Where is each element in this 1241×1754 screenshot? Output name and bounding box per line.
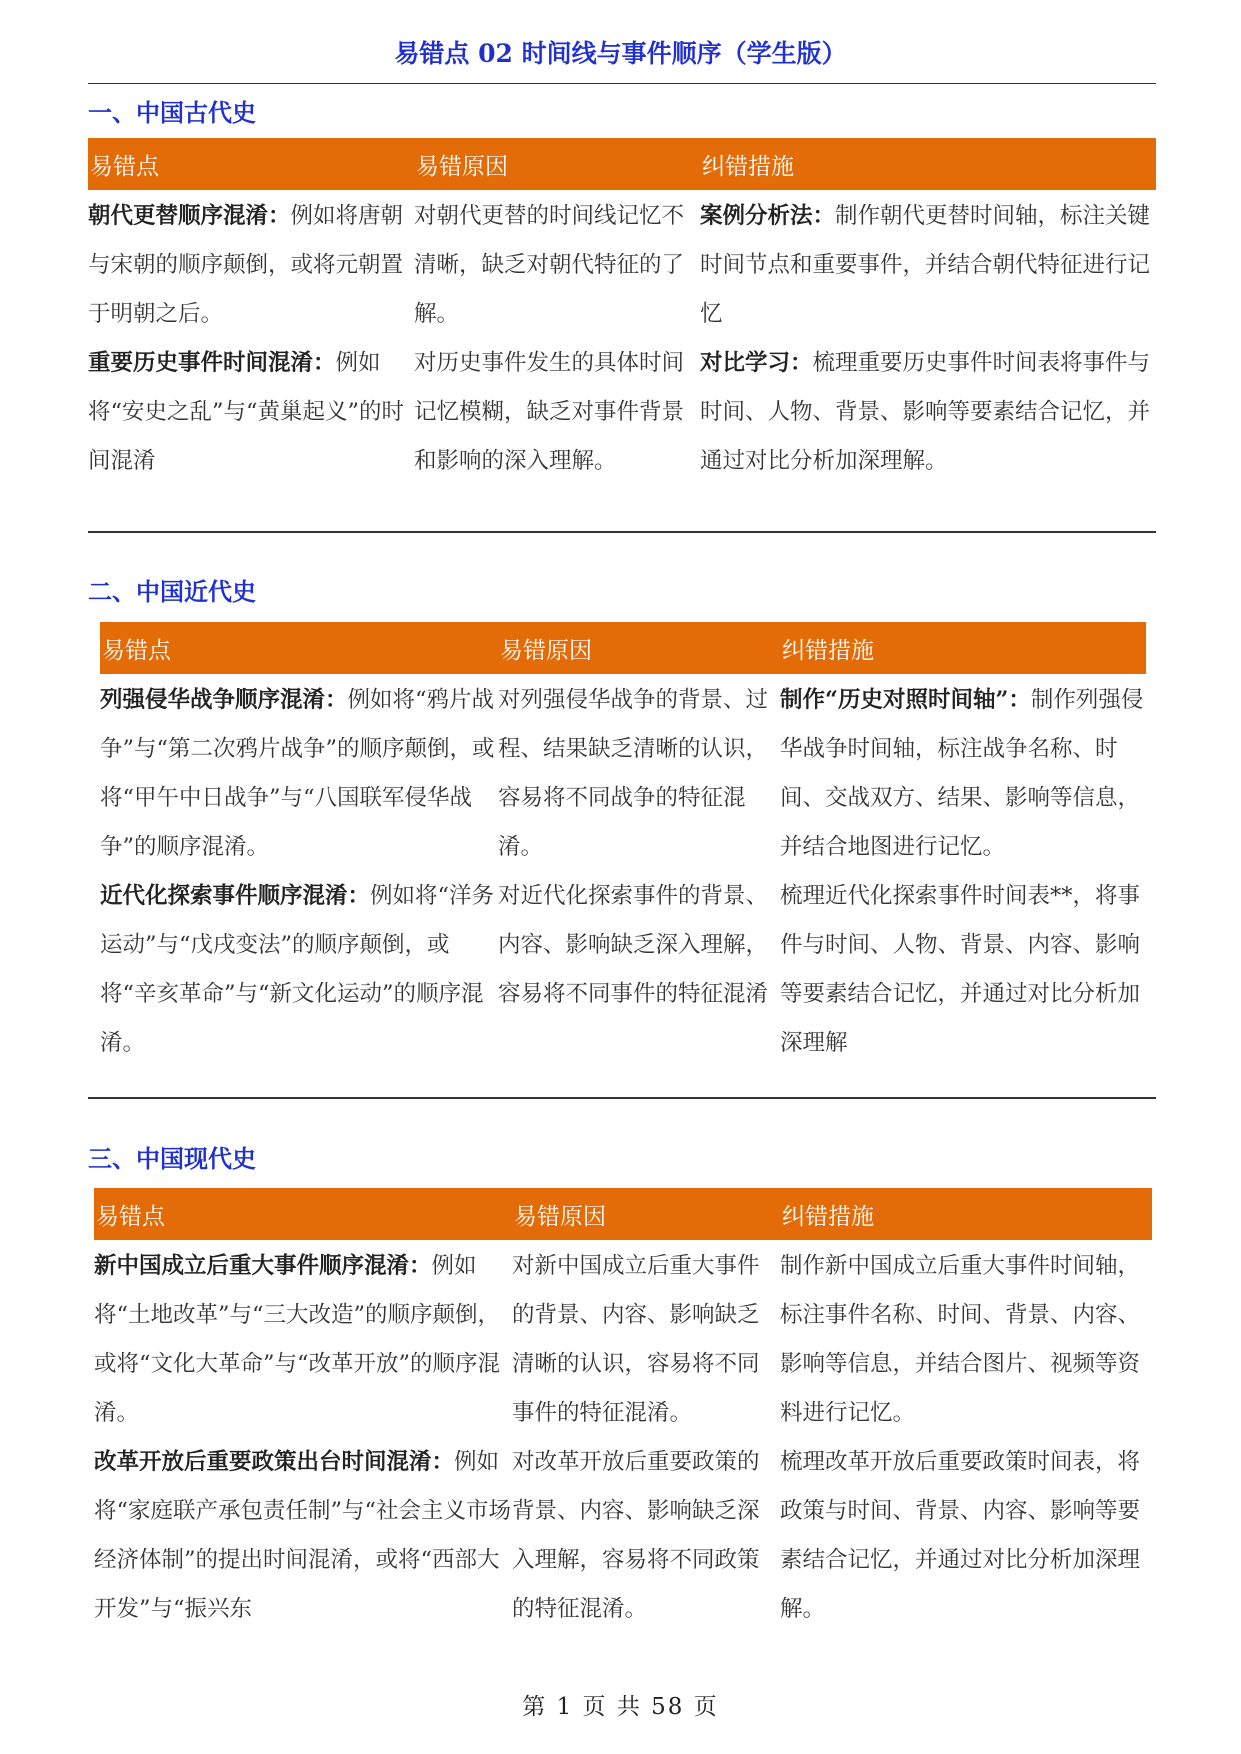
error-point-cell (88, 339, 414, 486)
error-reason-cell: 对朝代更替的时间线记忆不清晰，缺乏对朝代特征的了解。 (414, 203, 685, 327)
error-term: 朝代更替顺序混淆： (88, 203, 291, 229)
error-table (88, 138, 1156, 486)
correction-cell (700, 339, 1156, 486)
error-table (94, 1188, 1152, 1634)
error-point-cell (94, 1240, 512, 1438)
error-table (100, 622, 1146, 1068)
correction-cell (780, 674, 1146, 872)
table-header-row (100, 622, 1146, 674)
table-row (88, 190, 1156, 339)
section-divider (88, 531, 1156, 533)
error-point-text: 例如将“家庭联产承包责任制”与“社会主义市场经济体制”的提出时间混淆，或将“西部大开发”与“振兴东 (94, 1449, 512, 1622)
error-term: 改革开放后重要政策出台时间混淆： (94, 1449, 455, 1475)
column-header: 易错点 (88, 138, 414, 190)
error-reason-cell: 对新中国成立后重大事件的背景、内容、影响缺乏清晰的认识，容易将不同事件的特征混淆。 (512, 1253, 760, 1426)
error-point-cell (100, 872, 498, 1068)
table-row (88, 339, 1156, 486)
column-header: 易错点 (94, 1188, 512, 1240)
error-point-cell (88, 190, 414, 339)
correction-term: 对比学习： (700, 350, 813, 376)
correction-text: 制作列强侵华战争时间轴，标注战争名称、时间、交战双方、结果、影响等信息，并结合地图进行记忆。 (780, 687, 1144, 860)
error-term: 近代化探索事件顺序混淆： (100, 883, 371, 909)
correction-term: 案例分析法： (700, 203, 836, 229)
correction-text: 制作朝代更替时间轴，标注关键时间节点和重要事件，并结合朝代特征进行记忆 (700, 203, 1151, 327)
correction-text: 梳理改革开放后重要政策时间表，将政策与时间、背景、内容、影响等要素结合记忆，并通过对比分析加深理解。 (780, 1449, 1141, 1622)
error-reason-cell: 对历史事件发生的具体时间记忆模糊，缺乏对事件背景和影响的深入理解。 (414, 350, 685, 474)
column-header: 纠错措施 (780, 1188, 1152, 1240)
column-header: 纠错措施 (780, 622, 1146, 674)
error-reason-cell: 对列强侵华战争的背景、过程、结果缺乏清晰的认识，容易将不同战争的特征混淆。 (498, 687, 769, 860)
column-header: 易错原因 (512, 1188, 780, 1240)
error-term: 重要历史事件时间混淆： (88, 350, 336, 376)
error-point-text: 例如将“土地改革”与“三大改造”的顺序颠倒，或将“文化大革命”与“改革开放”的顺序混淆。 (94, 1253, 501, 1426)
column-header: 易错点 (100, 622, 498, 674)
error-point-text: 例如将“鸦片战争”与“第二次鸦片战争”的顺序颠倒，或将“甲午中日战争”与“八国联军侵华战争”的顺序混淆。 (100, 687, 495, 860)
correction-text: 梳理近代化探索事件时间表**，将事件与时间、人物、背景、内容、影响等要素结合记忆，并通过对比分析加深理解 (780, 883, 1141, 1056)
section-divider (88, 1097, 1156, 1099)
error-point-text: 例如将唐朝与宋朝的顺序颠倒，或将元朝置于明朝之后。 (88, 203, 404, 327)
column-header: 纠错措施 (700, 138, 1156, 190)
section-title: 三、中国现代史 (88, 1145, 256, 1173)
error-reason-cell: 对近代化探索事件的背景、内容、影响缺乏深入理解，容易将不同事件的特征混淆 (498, 883, 769, 1007)
correction-cell (700, 190, 1156, 339)
error-term: 列强侵华战争顺序混淆： (100, 687, 348, 713)
correction-cell (780, 872, 1146, 1068)
error-reason-cell: 对改革开放后重要政策的背景、内容、影响缺乏深入理解，容易将不同政策的特征混淆。 (512, 1449, 760, 1622)
column-header: 易错原因 (414, 138, 700, 190)
correction-text: 梳理重要历史事件时间表将事件与时间、人物、背景、影响等要素结合记忆，并通过对比分析加深理解。 (700, 350, 1151, 474)
column-header: 易错原因 (498, 622, 780, 674)
error-point-text: 例如将“安史之乱”与“黄巢起义”的时间混淆 (88, 350, 405, 474)
table-row (100, 674, 1146, 872)
header-rule (88, 83, 1156, 84)
table-row (100, 872, 1146, 1068)
page-number-footer: 第 1 页 共 58 页 (522, 1694, 719, 1720)
correction-term: 制作“历史对照时间轴”： (780, 687, 1031, 713)
error-term: 新中国成立后重大事件顺序混淆： (94, 1253, 432, 1279)
correction-text: 制作新中国成立后重大事件时间轴，标注事件名称、时间、背景、内容、影响等信息，并结合图片、视频等资料进行记忆。 (780, 1253, 1141, 1426)
table-header-row (94, 1188, 1152, 1240)
table-header-row (88, 138, 1156, 190)
page-header-title: 易错点 02 时间线与事件顺序（学生版） (394, 39, 847, 68)
error-point-text: 例如将“洋务运动”与“戊戌变法”的顺序颠倒，或将“辛亥革命”与“新文化运动”的顺序混淆。 (100, 883, 495, 1056)
table-row (94, 1438, 1152, 1634)
error-point-cell (100, 674, 498, 872)
error-point-cell (94, 1438, 512, 1634)
correction-cell (780, 1240, 1152, 1438)
correction-cell (780, 1438, 1152, 1634)
section-title: 二、中国近代史 (88, 578, 256, 606)
section-title: 一、中国古代史 (88, 99, 256, 127)
table-row (94, 1240, 1152, 1438)
